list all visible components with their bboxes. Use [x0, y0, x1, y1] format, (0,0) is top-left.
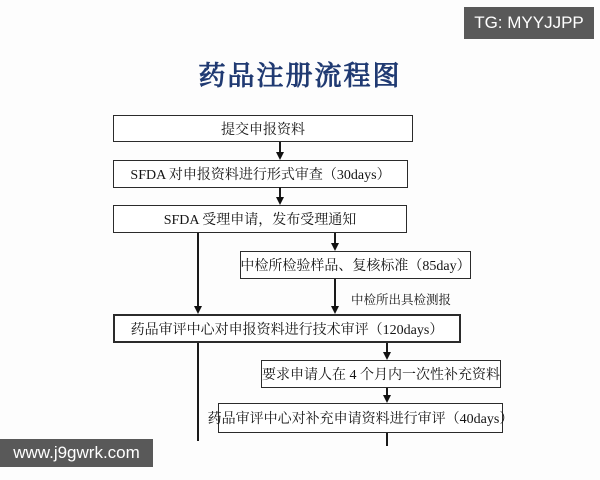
- arrowhead-supplement-request: [383, 352, 391, 360]
- flow-node-supplement-review: 药品审评中心对补充申请资料进行审评（40days）: [218, 403, 503, 433]
- flow-node-acceptance: SFDA 受理申请，发布受理通知: [113, 205, 407, 233]
- page-title: 药品注册流程图: [198, 61, 402, 92]
- watermark-bottom-left-text: www.j9gwrk.com: [13, 443, 140, 462]
- watermark-top-right-text: TG: MYYJJPP: [474, 13, 584, 32]
- flow-node-formal-review: SFDA 对申报资料进行形式审查（30days）: [113, 160, 408, 188]
- arrowhead-supplement-review: [383, 395, 391, 403]
- flow-node-technical-review: 药品审评中心对申报资料进行技术审评（120days）: [113, 314, 461, 343]
- flow-node-sample-test: 中检所检验样品、复核标准（85day）: [240, 251, 471, 279]
- arrowhead-acceptance: [276, 197, 284, 205]
- edge-label-test-report: 中检所出具检测报: [351, 293, 452, 307]
- connector-supplement-review-continuation: [386, 433, 388, 446]
- watermark-bottom-left: [0, 439, 153, 467]
- arrowhead-formal-review: [276, 152, 284, 160]
- arrowhead-sample-test: [331, 243, 339, 251]
- connector-sample-test-to-technical-review: [334, 279, 336, 308]
- connector-left-branch-continuation: [197, 343, 199, 441]
- flow-node-submit: 提交申报资料: [113, 115, 413, 142]
- connector-acceptance-to-technical-review: [197, 233, 199, 308]
- flow-node-supplement-request: 要求申请人在 4 个月内一次性补充资料: [261, 360, 501, 388]
- arrowhead-technical-review-left: [194, 306, 202, 314]
- arrowhead-technical-review-right: [331, 306, 339, 314]
